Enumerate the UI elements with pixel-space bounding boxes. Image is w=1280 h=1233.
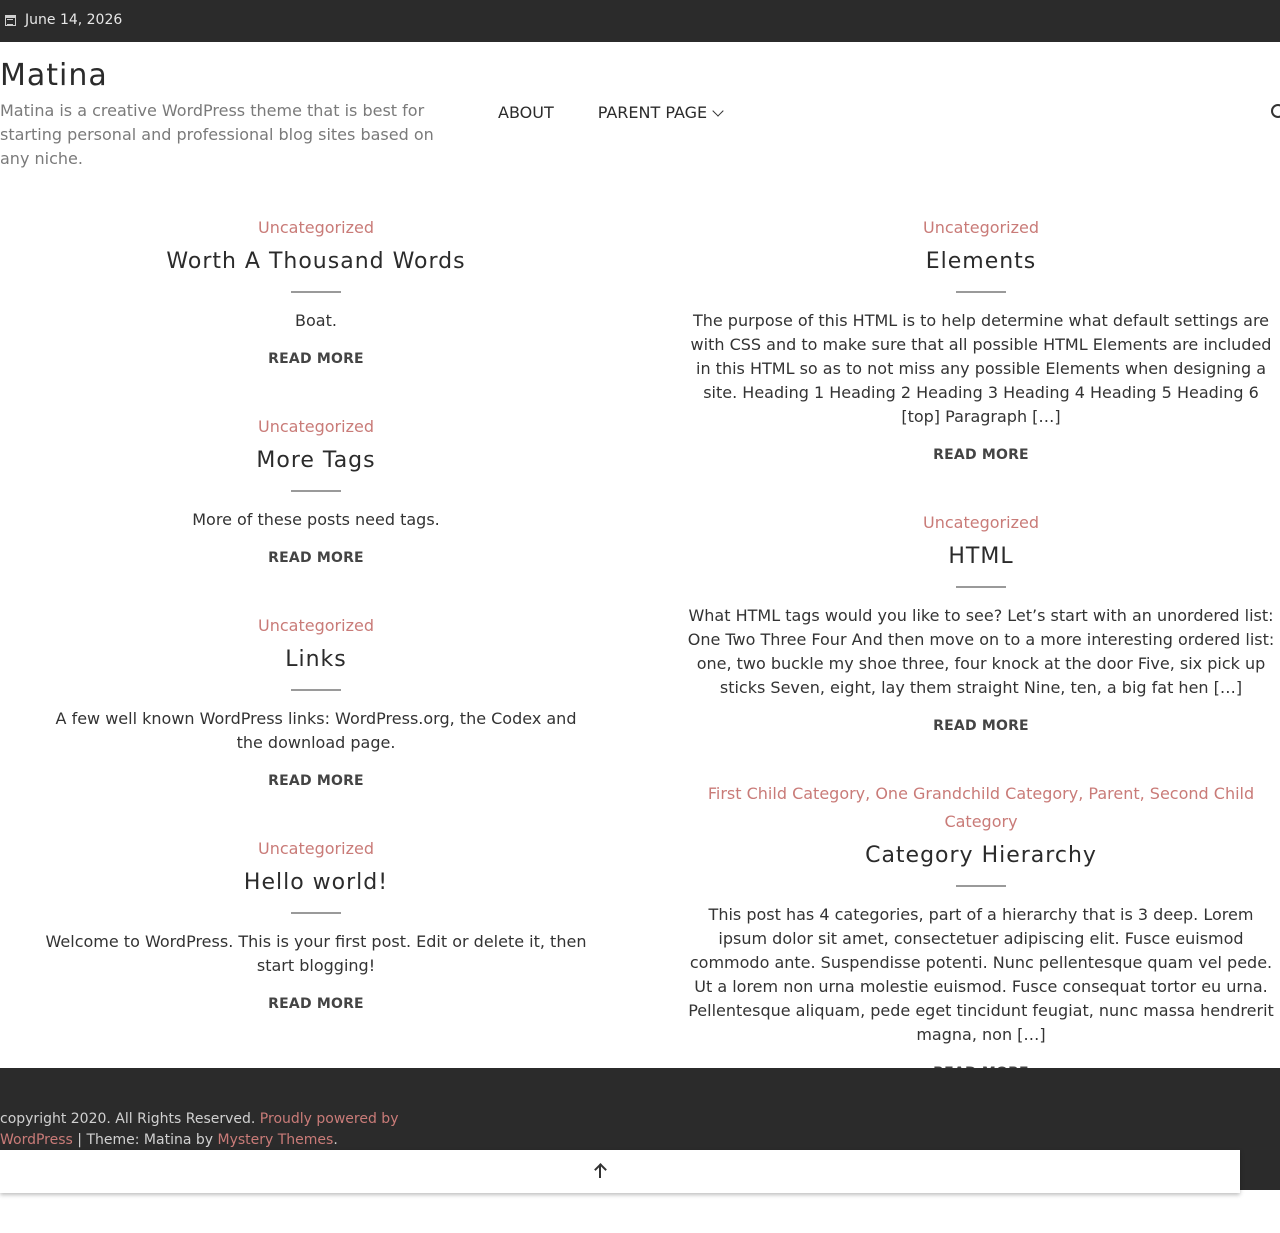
search-icon[interactable] [1271,104,1280,118]
period: . [333,1132,338,1148]
post-title[interactable]: Elements [925,249,1037,274]
date-text: June 14, 2026 [25,12,123,28]
read-more-button[interactable]: READ MORE [933,447,1029,463]
post-title[interactable]: More Tags [256,448,376,473]
nav-item-label: ABOUT [498,103,554,122]
post-category[interactable]: Uncategorized [258,417,374,436]
site-title[interactable]: Matina [0,58,108,93]
post-excerpt: More of these posts need tags. [192,510,440,529]
nav-item-label: PARENT PAGE [597,103,708,122]
post-excerpt: Welcome to WordPress. This is your first post. Edit or delete it, then start blogging! [45,932,587,975]
post-excerpt: The purpose of this HTML is to help determine what default settings are with CSS and to make sure that all possible HTML Elements are included in this HTML so as to not miss any possible Elements when designing a site. Heading 1 Heading 2 Heading 3 Heading 4 Heading 5 Heading 6 [top] Paragraph […] [690,311,1272,426]
footer-copyright [0,1109,400,1151]
chevron-down-icon [712,105,723,116]
post-category[interactable]: Uncategorized [258,616,374,635]
post-category[interactable]: Uncategorized [258,839,374,858]
nav-item-parent-page[interactable] [598,103,722,122]
post-excerpt: What HTML tags would you like to see? Let’s start with an unordered list: One Two Three Four And then move on to a more interesting ordered list: one, two buckle my shoe three, four knock at the door Five, six pick up sticks Seven, eight, lay them straight Nine, ten, a big fat hen […] [687,606,1275,697]
post-excerpt: Boat. [295,311,337,330]
top-bar [0,0,1280,42]
post-card [681,780,1280,1083]
read-more-button[interactable]: READ MORE [933,718,1029,734]
title-divider [956,586,1006,588]
posts-column-right [681,214,1280,1083]
arrow-up-icon [594,1164,606,1178]
theme-author-link[interactable]: Mystery Themes [217,1132,334,1148]
calendar-icon [5,15,16,26]
read-more-button[interactable]: READ MORE [268,550,364,566]
copyright-text: copyright 2020. All Rights Reserved. [0,1111,256,1127]
posts-column-left [0,214,632,1014]
post-card [0,835,632,1014]
main-navigation [498,103,766,122]
post-title[interactable]: Worth A Thousand Words [166,249,466,274]
title-divider [291,291,341,293]
category-link[interactable]: Second Child Category [944,784,1255,831]
nav-item-about[interactable] [498,103,554,122]
post-category[interactable]: Uncategorized [923,218,1039,237]
read-more-button[interactable]: READ MORE [268,996,364,1012]
category-link[interactable]: One Grandchild Category [875,784,1079,803]
powered-by-link[interactable]: Proudly powered by WordPress [0,1111,399,1148]
title-divider [291,689,341,691]
post-title[interactable]: Category Hierarchy [865,843,1097,868]
header-date [5,12,122,28]
theme-text: Theme: Matina by [86,1132,214,1148]
site-description: Matina is a creative WordPress theme that is best for starting personal and professional blog sites based on any niche. [0,101,434,168]
title-divider [956,291,1006,293]
title-divider [956,885,1006,887]
post-category[interactable]: Uncategorized [258,218,374,237]
category-link[interactable]: First Child Category [707,784,866,803]
post-title[interactable]: Links [285,647,347,672]
post-categories: First Child Category, One Grandchild Category, Parent, Second Child Category [707,784,1255,831]
title-divider [291,912,341,914]
category-link[interactable]: Parent [1088,784,1140,803]
read-more-button[interactable]: READ MORE [268,773,364,789]
post-card [0,214,632,369]
post-card [681,509,1280,736]
separator: | [77,1132,83,1148]
post-excerpt: This post has 4 categories, part of a hierarchy that is 3 deep. Lorem ipsum dolor sit amet, consectetuer adipiscing elit. Fusce euismod commodo ante. Suspendisse potenti. Nunc pellentesque quam vel pede. Ut a lorem non urna molestie euismod. Fusce consequat tortor eu urna. Pellentesque aliquam, pede eget tincidunt feugiat, nunc massa hendrerit magna, non […] [688,905,1274,1044]
post-category[interactable]: Uncategorized [923,513,1039,532]
back-to-top-button[interactable] [0,1150,1240,1193]
post-card [681,214,1280,465]
post-card [0,413,632,568]
post-title[interactable]: HTML [948,544,1014,569]
post-title[interactable]: Hello world! [243,870,389,895]
post-excerpt: A few well known WordPress links: WordPress.org, the Codex and the download page. [55,709,577,752]
post-card [0,612,632,791]
read-more-button[interactable]: READ MORE [268,351,364,367]
title-divider [291,490,341,492]
